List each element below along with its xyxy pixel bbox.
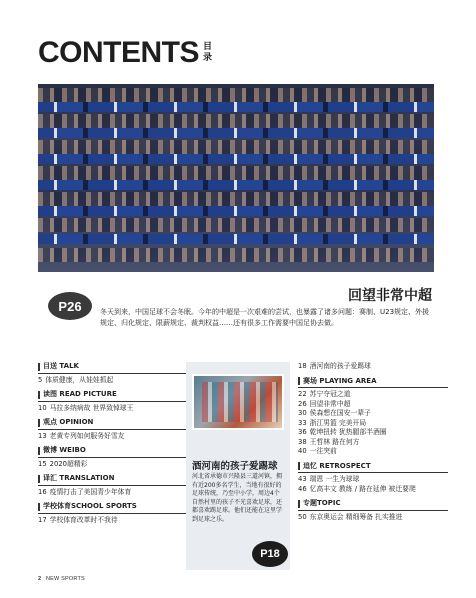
contents-title-cn-2: 录 <box>203 53 213 63</box>
section-heading-text: 目送 TALK <box>43 362 79 370</box>
toc-entry[interactable] <box>298 409 448 419</box>
toc-entry-page: 43 <box>298 475 307 483</box>
toc-entry-page: 5 <box>38 375 43 384</box>
page-number: 2 <box>38 576 42 582</box>
hero-photo-fans <box>38 84 434 272</box>
toc-entry-page: 15 <box>38 459 47 468</box>
section-heading-text: 赛场 PLAYING AREA <box>303 376 377 385</box>
page-footer <box>38 576 85 582</box>
toc-entry-title: 学校体育改革时不我待 <box>49 515 118 524</box>
toc-entry-page: 16 <box>38 487 47 496</box>
toc-entry-title: 王哲林 路在何方 <box>309 437 360 446</box>
toc-entry[interactable] <box>298 438 448 448</box>
toc-entry[interactable] <box>298 513 448 523</box>
toc-entry[interactable] <box>298 362 448 372</box>
toc-entry[interactable] <box>298 475 448 485</box>
toc-entry[interactable] <box>298 428 448 438</box>
toc-entry[interactable] <box>38 404 188 414</box>
section-heading <box>38 390 188 402</box>
toc-entry-title: 疫情打击了美国青少年体育 <box>49 487 132 496</box>
contents-title: CONTENTS <box>38 36 199 69</box>
toc-entry-title: 一往突前 <box>309 447 337 455</box>
toc-entry-page: 22 <box>298 390 307 398</box>
toc-entry[interactable] <box>298 447 448 457</box>
toc-entry-page: 36 <box>298 428 307 436</box>
toc-entry-page: 46 <box>298 484 307 493</box>
toc-entry-page: 33 <box>298 418 307 427</box>
right-toc-column <box>298 362 448 527</box>
toc-entry-title: 忆高丰文 教练 / 路在延伸 被迁要爬 <box>309 484 416 493</box>
section-heading <box>38 502 188 514</box>
card-photo <box>192 374 284 430</box>
section-heading <box>298 462 448 474</box>
section-heading-text: 读图 READ PICTURE <box>43 390 117 398</box>
section-heading-text: 追忆 RETROSPECT <box>303 461 371 470</box>
toc-entry-title: 浙江男篮 完美开局 <box>309 418 367 427</box>
toc-entry-title: 老黄专列如何服务好雪友 <box>49 431 125 440</box>
magazine-name: NEW SPORTS <box>46 576 85 582</box>
toc-entry[interactable] <box>38 376 188 386</box>
toc-entry-page: 18 <box>298 362 307 370</box>
toc-entry-title: 苏宁夺冠之道 <box>309 390 351 398</box>
feature-summary: 冬天到来，中国足球不会冬眠。今年的中超是一次艰难的尝试，也暴露了诸多问题：赛制、U23规定、外援规定、归化规定、限薪规定、裁判权益……还有很多工作需要中国足协去做。 <box>100 308 430 327</box>
section-heading-text: 译汇 TRANSLATION <box>43 474 115 482</box>
feature-title[interactable]: 回望非常中超 <box>348 288 432 304</box>
section-heading-text: 学校体育SCHOOL SPORTS <box>43 502 137 510</box>
section-heading <box>38 474 188 486</box>
toc-section <box>38 418 188 441</box>
section-heading-text: 观点 OPINION <box>43 418 94 426</box>
section-heading <box>38 446 188 458</box>
toc-section <box>38 390 188 413</box>
toc-entry-page: 26 <box>298 399 307 408</box>
toc-entry-title: 2020超精彩 <box>49 459 88 468</box>
card-page-badge: P18 <box>252 541 288 567</box>
section-heading-text: 专题TOPIC <box>303 499 341 507</box>
contents-header <box>38 36 212 70</box>
toc-section <box>38 362 188 385</box>
toc-section <box>38 502 188 525</box>
toc-entry[interactable] <box>38 516 188 526</box>
toc-entry[interactable] <box>38 460 188 470</box>
left-toc-column <box>38 362 188 530</box>
toc-entry-title: 侯森想在国安一辈子 <box>309 409 371 417</box>
toc-entry-page: 10 <box>38 403 47 412</box>
contents-title-cn <box>203 42 212 64</box>
toc-entry-title: 瑞恩 一生为球球 <box>309 475 360 483</box>
toc-entry-page: 38 <box>298 437 307 446</box>
toc-entry[interactable] <box>298 400 448 410</box>
toc-entry-title: 体质健康，从娃娃抓起 <box>45 375 114 384</box>
feature-page-badge: P26 <box>48 292 92 320</box>
toc-entry-title: 酒河南的孩子爱踢球 <box>309 362 371 370</box>
section-heading <box>38 418 188 430</box>
toc-section <box>298 362 448 372</box>
toc-section <box>298 377 448 457</box>
toc-section <box>298 462 448 495</box>
feature-card[interactable] <box>186 362 290 570</box>
card-text: 河北省承德市兴隆县三道河镇，拥有近200多名学生，当地有很好的足球传统，乃至中小学，周边4个自然村里的孩子不光喜欢足球，还都喜欢踢足球。他们还能在这里学到足球之乐。 <box>192 473 283 523</box>
toc-section <box>298 499 448 522</box>
section-heading <box>298 499 448 511</box>
toc-entry[interactable] <box>38 488 188 498</box>
toc-entry-page: 17 <box>38 515 47 524</box>
section-heading <box>38 362 188 374</box>
toc-entry-title: 马拉多纳病故 世界致悼球王 <box>49 403 134 412</box>
toc-entry[interactable] <box>298 485 448 495</box>
toc-section <box>38 474 188 497</box>
toc-entry-title: 回望非常中超 <box>309 399 351 408</box>
card-title: 酒河南的孩子爱踢球 <box>192 461 278 472</box>
toc-entry[interactable] <box>38 432 188 442</box>
toc-entry-page: 13 <box>38 431 47 440</box>
toc-entry-page: 50 <box>298 512 307 521</box>
section-heading-text: 微博 WEIBO <box>43 446 86 454</box>
toc-section <box>38 446 188 469</box>
section-heading <box>298 377 448 389</box>
contents-title-cn-1: 目 <box>203 42 213 52</box>
toc-entry-page: 30 <box>298 409 307 417</box>
toc-entry-title: 乾坤扭转 犹热腿部半酒圈 <box>309 428 387 436</box>
toc-entry-page: 40 <box>298 447 307 455</box>
toc-entry[interactable] <box>298 419 448 429</box>
toc-entry[interactable] <box>298 390 448 400</box>
toc-entry-title: 东京奥运会 精细筹备 扎实推进 <box>309 512 403 521</box>
